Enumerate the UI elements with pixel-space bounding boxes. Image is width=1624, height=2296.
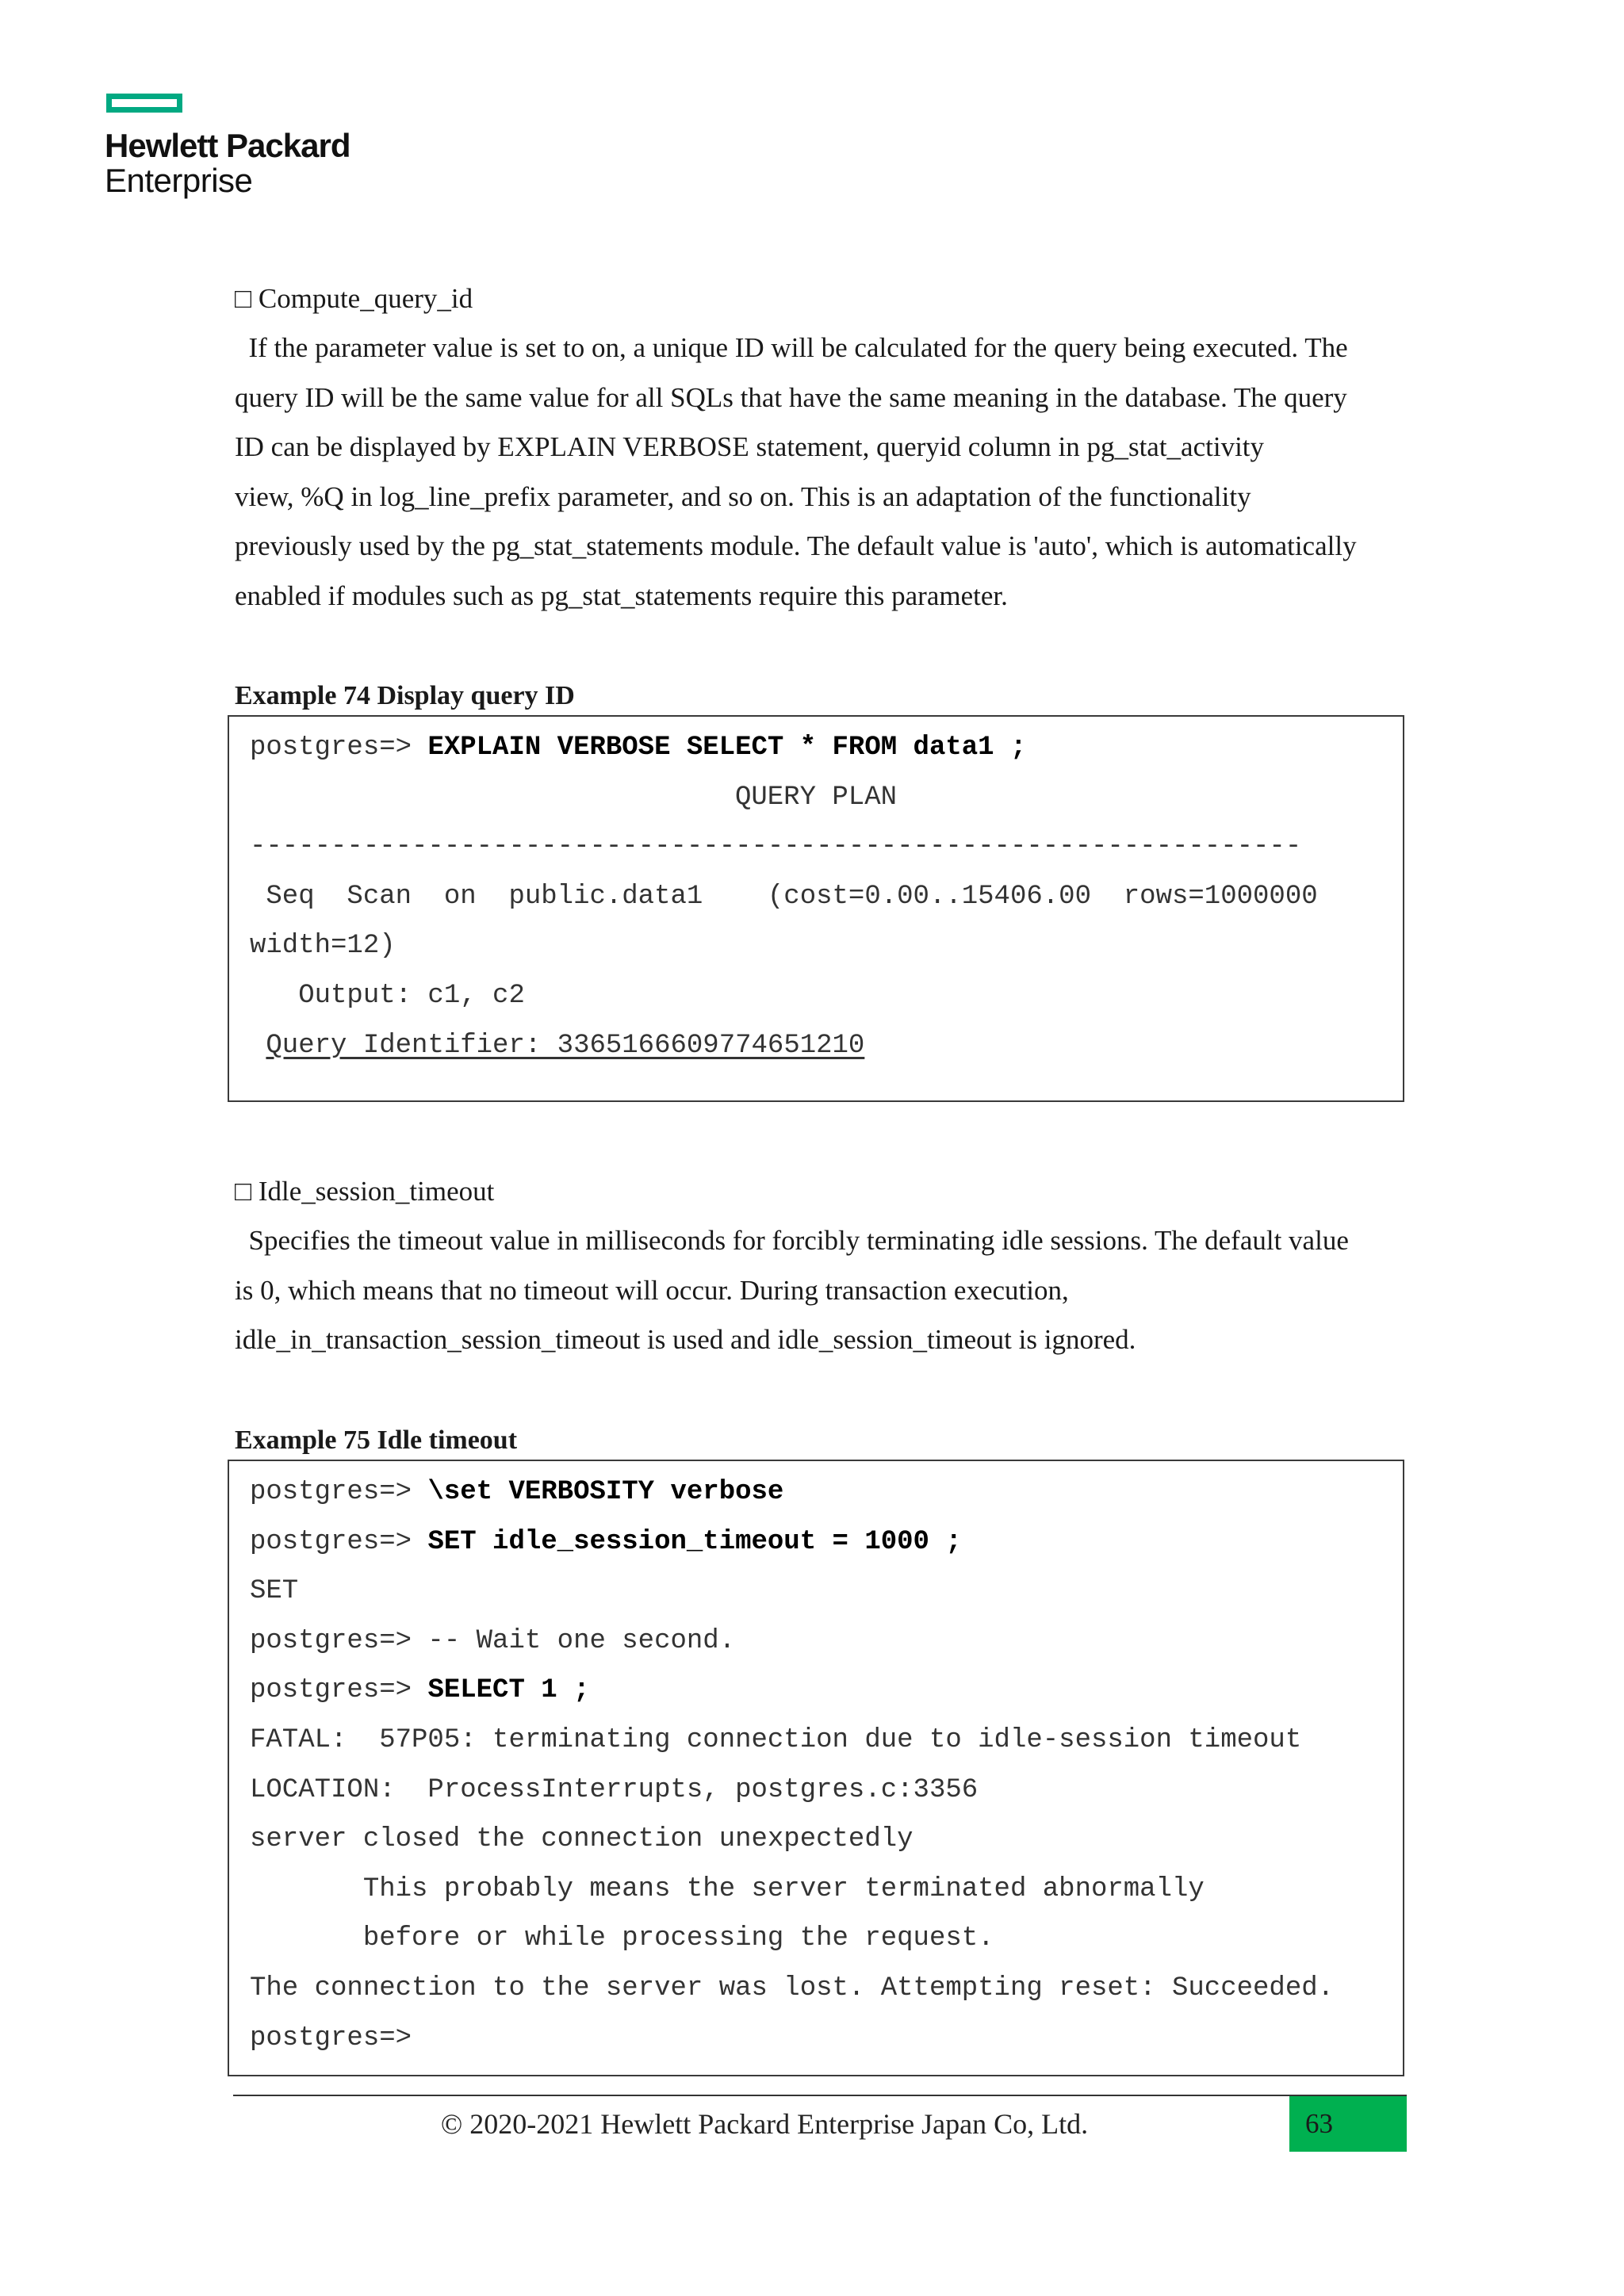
hpe-logo	[105, 94, 350, 198]
psql-command: \set VERBOSITY verbose	[427, 1477, 784, 1507]
paragraph-line: If the parameter value is set to on, a unique ID will be calculated for the query being executed. The	[235, 332, 1348, 363]
comment-line: postgres=> -- Wait one second.	[250, 1625, 736, 1656]
section-heading: □ Idle_session_timeout	[235, 1176, 495, 1207]
prompt: postgres=>	[250, 1675, 428, 1706]
example-74-caption: Example 74 Display query ID	[235, 681, 575, 710]
plan-output-line: Output: c1, c2	[250, 980, 525, 1011]
code-line	[250, 1468, 1382, 1517]
plan-query-id-line	[250, 1021, 1382, 1071]
section-idle-session-timeout	[235, 1167, 1408, 1365]
plan-header: QUERY PLAN	[734, 782, 898, 813]
paragraph-line: Specifies the timeout value in milliseconds for forcibly terminating idle sessions. The default value	[235, 1225, 1349, 1256]
footer-copyright: © 2020-2021 Hewlett Packard Enterprise Japan Co, Ltd.	[440, 2108, 1089, 2140]
example-74-code-block	[228, 715, 1404, 1102]
sql-command: EXPLAIN VERBOSE SELECT * FROM data1 ;	[427, 733, 1027, 763]
sql-command: SELECT 1 ;	[427, 1675, 590, 1706]
location-line: LOCATION: ProcessInterrupts, postgres.c:3356	[250, 1774, 979, 1805]
query-identifier: Query Identifier: 3365166609774651210	[266, 1030, 865, 1061]
logo-line-2: Enterprise	[105, 162, 253, 199]
message-line: before or while processing the request.	[250, 1923, 994, 1954]
plan-scan-line: Seq Scan on public.data1 (cost=0.00..15406.00 rows=1000000	[250, 881, 1318, 912]
reset-line: The connection to the server was lost. Attempting reset: Succeeded.	[250, 1973, 1335, 2003]
final-prompt: postgres=>	[250, 2022, 412, 2053]
paragraph-line: ID can be displayed by EXPLAIN VERBOSE statement, queryid column in pg_stat_activity	[235, 431, 1265, 463]
example-75-caption: Example 75 Idle timeout	[235, 1425, 518, 1455]
paragraph-line: enabled if modules such as pg_stat_statements require this parameter.	[235, 580, 1008, 611]
section-compute-query-id	[235, 274, 1408, 622]
closed-line: server closed the connection unexpectedly	[250, 1824, 914, 1855]
footer-divider	[233, 2095, 1407, 2096]
section-heading: □ Compute_query_id	[235, 283, 473, 314]
paragraph-line: view, %Q in log_line_prefix parameter, and so on. This is an adaptation of the functionality	[235, 480, 1251, 512]
plan-width-line: width=12)	[250, 931, 396, 962]
paragraph-line: query ID will be the same value for all SQLs that have the same meaning in the database. The query	[235, 381, 1347, 413]
hpe-logo-element	[106, 94, 182, 113]
message-line: This probably means the server terminated abnormally	[250, 1873, 1205, 1904]
result-line: SET	[250, 1576, 299, 1607]
paragraph-line: is 0, which means that no timeout will occur. During transaction execution,	[235, 1274, 1069, 1306]
paragraph-line: previously used by the pg_stat_statements module. The default value is 'auto', which is automatically	[235, 530, 1357, 562]
fatal-line: FATAL: 57P05: terminating connection due to idle-session timeout	[250, 1724, 1302, 1755]
code-line	[250, 1666, 1382, 1716]
prompt: postgres=>	[250, 1477, 428, 1507]
logo-line-1: Hewlett Packard	[105, 127, 350, 164]
sql-command: SET idle_session_timeout = 1000 ;	[427, 1526, 962, 1557]
code-line	[250, 1517, 1382, 1567]
section-paragraph	[235, 323, 1408, 622]
prompt: postgres=>	[250, 1526, 428, 1557]
code-line	[250, 723, 1382, 773]
paragraph-line: idle_in_transaction_session_timeout is used and idle_session_timeout is ignored.	[235, 1324, 1136, 1356]
section-paragraph	[235, 1216, 1408, 1365]
page-number-badge: 63	[1289, 2096, 1407, 2152]
plan-separator: -----------------------------------------------------------------	[250, 832, 1302, 863]
example-75-code-block	[228, 1460, 1404, 2076]
prompt: postgres=>	[250, 733, 428, 763]
